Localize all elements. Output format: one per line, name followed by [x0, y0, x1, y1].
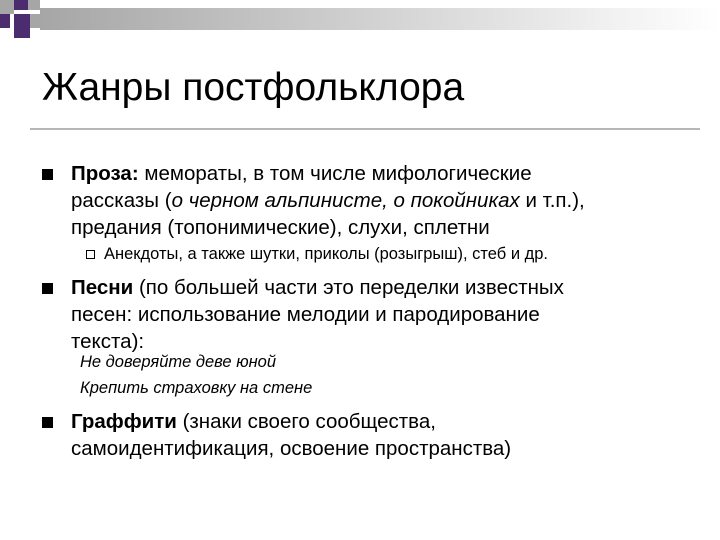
songs-line-3: текста):: [71, 330, 145, 353]
subbullet-anecdotes: Анекдоты, а также шутки, приколы (розыгрыш), стеб и др.: [104, 245, 549, 263]
verse-line-1: Не доверяйте деве юной: [80, 353, 277, 371]
bullet-square-icon: [42, 283, 53, 294]
title-divider: [30, 128, 700, 130]
prose-line-3: предания (топонимические), слухи, сплетни: [71, 216, 490, 239]
corner-decoration: [0, 0, 720, 40]
bullet-graffiti: [71, 408, 511, 462]
bullet-square-icon: [42, 417, 53, 428]
songs-line-1-text: (по большей части это переделки известных: [133, 276, 564, 299]
verse-line-2: Крепить страховку на стене: [80, 379, 313, 397]
bullet-prose: [71, 160, 585, 241]
prose-line-2-c: и т.п.),: [519, 189, 585, 212]
slide-title: Жанры постфольклора: [42, 66, 465, 109]
prose-line-2-a: рассказы (: [71, 189, 172, 212]
prose-label: Проза:: [71, 162, 139, 185]
bullet-square-icon: [42, 169, 53, 180]
checkbox-square-icon: [86, 250, 95, 259]
prose-line-2: [71, 187, 585, 214]
graffiti-line-1-text: (знаки своего сообщества,: [176, 410, 436, 433]
bullet-songs: [71, 274, 564, 355]
songs-line-1: [71, 274, 564, 301]
graffiti-line-1: [71, 408, 511, 435]
graffiti-line-2: самоидентификация, освоение пространства): [71, 437, 512, 460]
prose-line-1-text: мемораты, в том числе мифологические: [138, 162, 532, 185]
prose-examples: о черном альпинисте, о покойниках: [171, 189, 520, 212]
graffiti-label: Граффити: [71, 410, 177, 433]
songs-label: Песни: [71, 276, 134, 299]
prose-line-1: [71, 160, 585, 187]
songs-line-2: песен: использование мелодии и пародирование: [71, 303, 540, 326]
